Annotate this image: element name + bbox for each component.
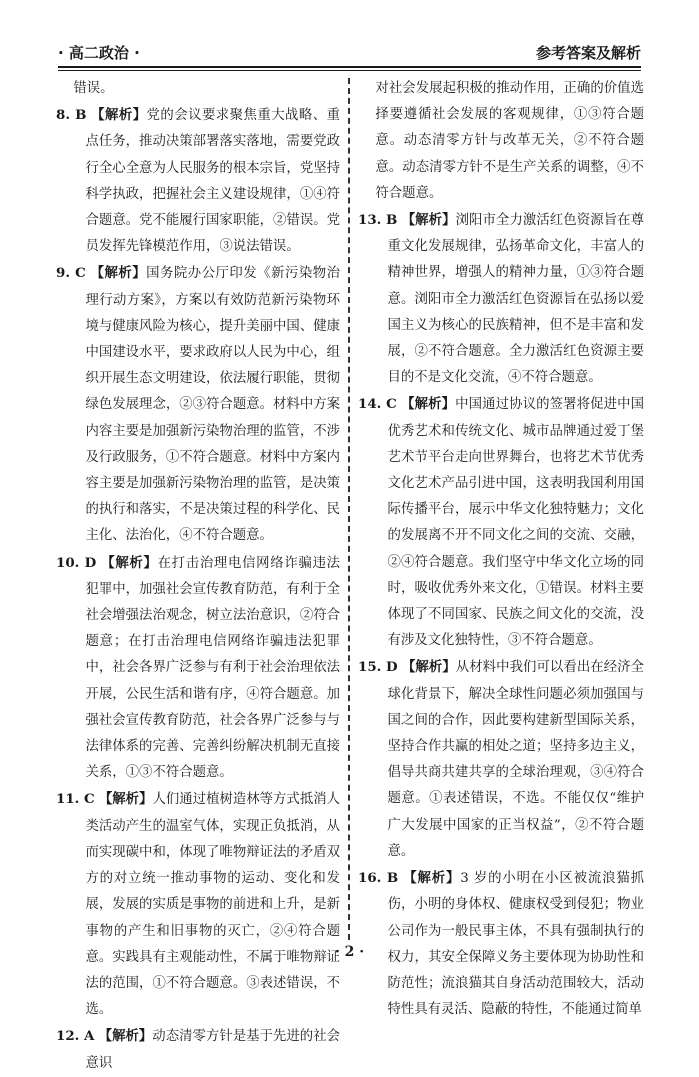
answer-text: 浏阳市全力激活红色资源旨在尊重文化发展规律，弘扬革命文化，丰富人的精神世界，增强人的精神力量，①③符合题意。浏阳市全力激活红色资源旨在弘扬以爱国主义为核心的民族精神，但不是丰富和发展，②不符合题意。全力激活红色资源主要目的不是文化交流，④不符合题意。 xyxy=(387,213,645,386)
analysis-tag: 【解析】 xyxy=(401,212,456,229)
page-number: · 2 · xyxy=(334,944,365,960)
answer-number: 13. B xyxy=(358,212,398,229)
answer-text: 国务院办公厅印发《新污染物治理行动方案》，方案以有效防范新污染物环境与健康风险为核心，提升美丽中国、健康中国建设水平，要求政府以人民为中心，组织开展生态文明建设，依法履行职能，贯彻绿色发展理念，②③符合题意。材料中方案内容主要是加强新污染物治理的监管，不涉及行政服务，①不符合题意。材料中方案内容主要是加强新污染物治理的监管，是决策的执行和落实，不是决策过程的科学化、民主化、法治化，④不符合题意。 xyxy=(85,266,341,544)
analysis-tag: 【解析】 xyxy=(98,791,153,808)
answer-item xyxy=(56,786,340,1023)
answer-item xyxy=(358,654,644,865)
answer-item xyxy=(358,76,644,207)
answer-text: 3 岁的小明在小区被流浪猫抓伤，小明的身体权、健康权受到侵犯；物业公司作为一般民事主体，不具有强制执行的权力，其安全保障义务主要体现为协助性和防范性；流浪猫其自身活动范围较大，活动特性具有灵活、隐蔽的特性，不能通过简单 xyxy=(387,871,645,1018)
answer-text: 人们通过植树造林等方式抵消人类活动产生的温室气体，实现正负抵消，从而实现碳中和，体现了唯物辩证法的矛盾双方的对立统一推动事物的运动、变化和发展，发展的实质是事物的前进和上升，是新事物的产生和旧事物的灭亡，②④符合题意。实践具有主观能动性，不属于唯物辩证法的范围，①不符合题意。③表述错误，不选。 xyxy=(85,792,341,1018)
page-header xyxy=(58,38,641,64)
answer-text: 中国通过协议的签署将促进中国优秀艺术和传统文化、城市品牌通过爱丁堡艺术节平台走向世界舞台，也将艺术节优秀文化艺术产品引进中国，这表明我国利用国际传播平台，展示中华文化独特魅力；文化的发展离不开不同文化之间的交流、交融，②④符合题意。我们坚守中华文化立场的同时，吸收优秀外来文化，①错误。材料主要体现了不同国家、民族之间文化的交流，没有涉及文化独特性，③不符合题意。 xyxy=(387,397,644,649)
answer-text: 对社会发展起积极的推动作用，正确的价值选择要遵循社会发展的客观规律，①③符合题意。动态清零方针与改革无关，②不符合题意。动态清零方针不是生产关系的调整，④不符合题意。 xyxy=(375,81,644,201)
answer-number: 14. C xyxy=(358,396,397,413)
answer-text: 党的会议要求聚焦重大战略、重点任务，推动决策部署落实落地，需要党政行全心全意为人民服务的根本宗旨，党坚持科学执政，把握社会主义建设规律，①④符合题意。党不能履行国家职能，②错误。党员发挥先锋模范作用，③说法错误。 xyxy=(85,108,340,255)
section-title: 参考答案及解析 xyxy=(535,44,641,62)
answer-number: 10. D xyxy=(56,554,97,571)
answer-item xyxy=(358,391,644,654)
analysis-tag: 【解析】 xyxy=(98,1028,153,1045)
answer-number: 12. A xyxy=(56,1028,95,1045)
answer-text: 动态清零方针是基于先进的社会意识 xyxy=(85,1029,340,1071)
answer-number: 8. B xyxy=(56,107,87,124)
answer-number: 11. C xyxy=(56,791,95,808)
answer-item xyxy=(358,207,644,391)
analysis-tag: 【解析】 xyxy=(101,554,158,571)
left-column xyxy=(56,76,340,1077)
subject-title: · 高二政治 · xyxy=(58,44,140,62)
answer-item xyxy=(56,102,340,260)
answer-item xyxy=(56,260,340,549)
column-divider xyxy=(348,78,350,940)
analysis-tag: 【解析】 xyxy=(401,396,456,413)
answer-item xyxy=(56,76,340,102)
answer-text: 在打击治理电信网络诈骗违法犯罪中，加强社会宣传教育防范，有利于全社会增强法治观念，树立法治意识，②符合题意；在打击治理电信网络诈骗违法犯罪中，社会各界广泛参与有利于社会治理依法开展，公民生活和谐有序，④符合题意。加强社会宣传教育防范，社会各界广泛参与与法律体系的完善、完善纠纷解决机制无直接关系，①③不符合题意。 xyxy=(85,555,340,781)
answer-number: 15. D xyxy=(358,659,398,676)
header-rule-thick xyxy=(58,66,641,68)
analysis-tag: 【解析】 xyxy=(91,107,147,124)
analysis-tag: 【解析】 xyxy=(403,870,461,887)
answer-item xyxy=(56,1023,340,1076)
answer-text: 从材料中我们可以看出在经济全球化背景下，解决全球性问题必须加强国与国之间的合作，因此要构建新型国际关系，坚持合作共赢的相处之道；坚持多边主义，倡导共商共建共享的全球治理观，③④符合题意。①表述错误，不选。不能仅仅“维护广大发展中国家的正当权益”，②不符合题意。 xyxy=(387,660,645,859)
answer-number: 16. B xyxy=(358,870,399,887)
header-rule-thin xyxy=(58,70,641,71)
analysis-tag: 【解析】 xyxy=(90,265,147,282)
right-column xyxy=(358,76,644,1023)
analysis-tag: 【解析】 xyxy=(401,659,456,676)
answer-item xyxy=(56,550,340,787)
answer-number: 9. C xyxy=(56,265,86,282)
answer-text: 错误。 xyxy=(73,81,114,96)
